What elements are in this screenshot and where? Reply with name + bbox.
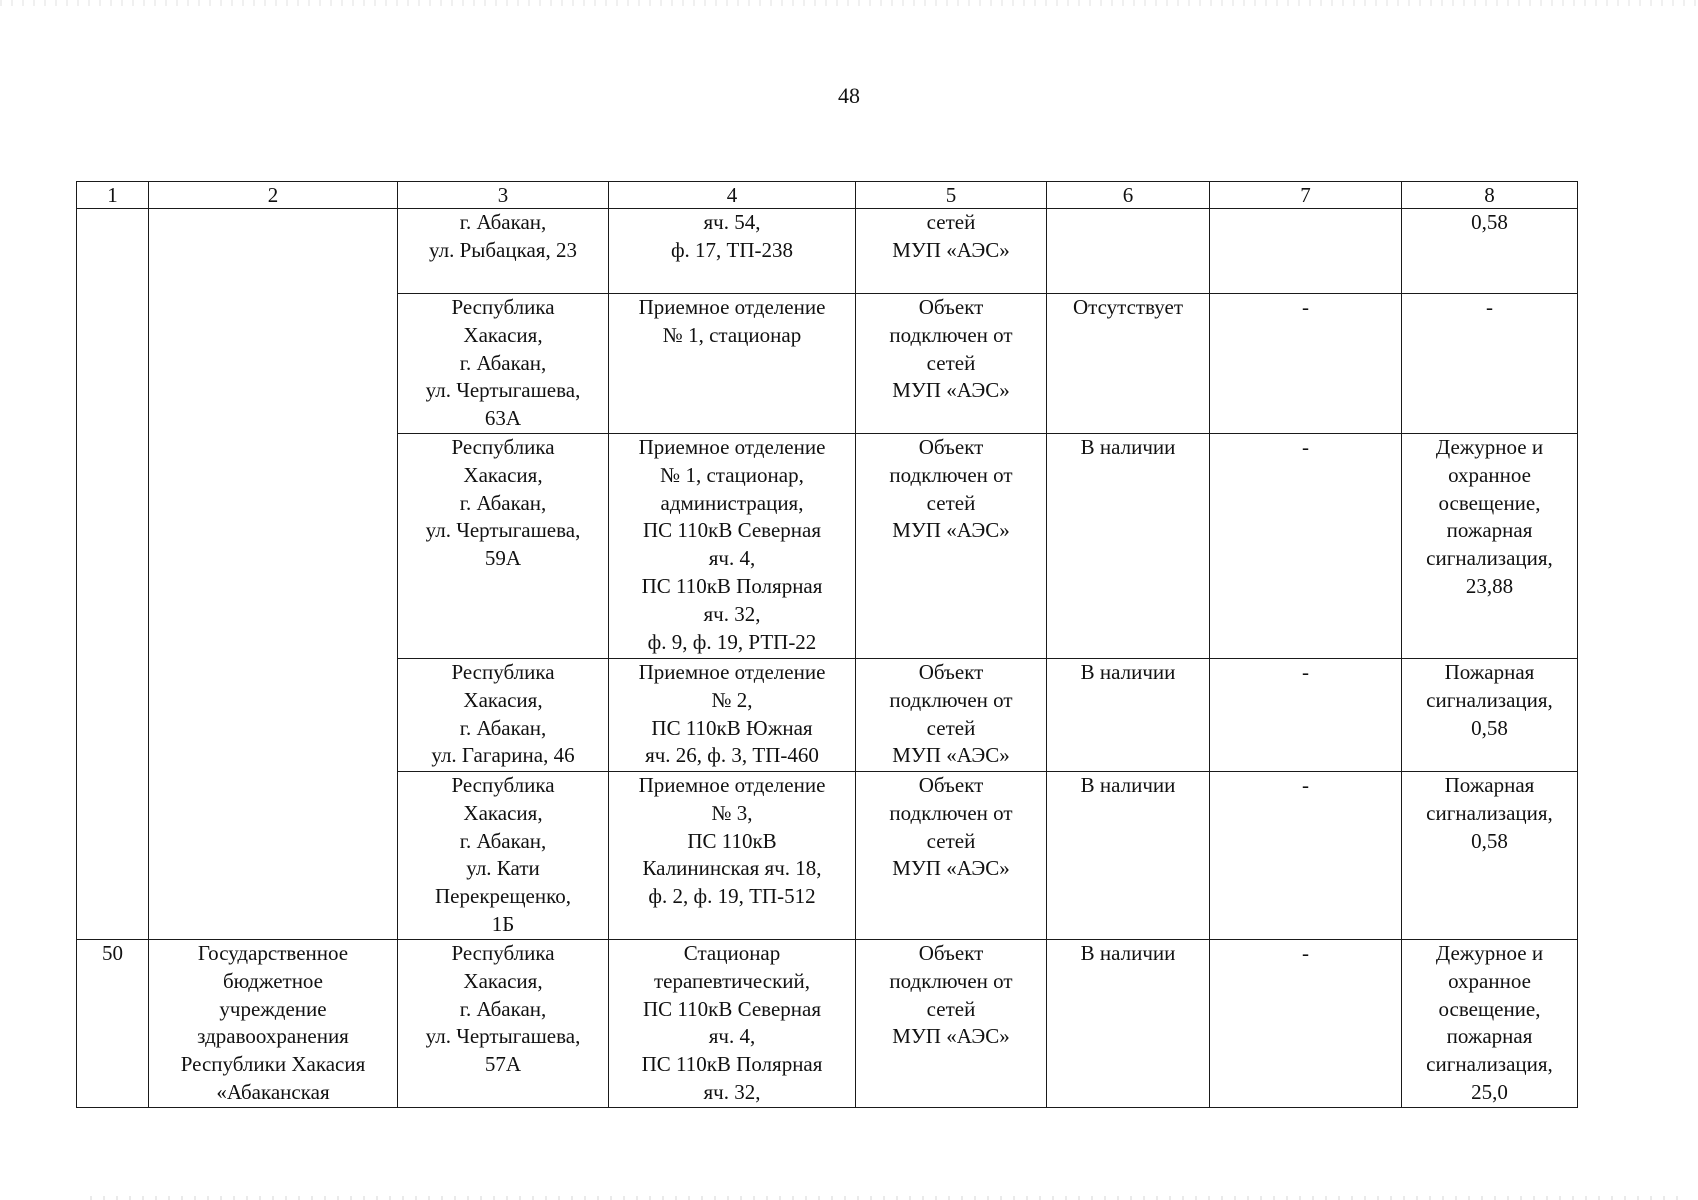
cell-address: Республика Хакасия, г. Абакан, ул. Гагарина, 46 [398, 659, 609, 772]
cell-availability: В наличии [1047, 434, 1210, 659]
cell-availability: Отсутствует [1047, 294, 1210, 434]
cell-availability: В наличии [1047, 772, 1210, 940]
cell-address: Республика Хакасия, г. Абакан, ул. Чертыгашева, 59А [398, 434, 609, 659]
table-row [77, 940, 1578, 1108]
cell-connection: Объект подключен от сетей МУП «АЭС» [856, 434, 1047, 659]
column-header: 4 [609, 182, 856, 209]
cell-load: 0,58 [1402, 209, 1578, 294]
cell-load: Дежурное и охранное освещение, пожарная сигнализация, 23,88 [1402, 434, 1578, 659]
cell-availability [1047, 209, 1210, 294]
cell-object: яч. 54, ф. 17, ТП-238 [609, 209, 856, 294]
cell-object: Приемное отделение № 2, ПС 110кВ Южная яч. 26, ф. 3, ТП-460 [609, 659, 856, 772]
cell-col7: - [1210, 294, 1402, 434]
cell-object: Стационар терапевтический, ПС 110кВ Северная яч. 4, ПС 110кВ Полярная яч. 32, [609, 940, 856, 1108]
table-row [77, 209, 1578, 294]
cell-organization [149, 209, 398, 940]
cell-address: Республика Хакасия, г. Абакан, ул. Чертыгашева, 63А [398, 294, 609, 434]
cell-load: Дежурное и охранное освещение, пожарная сигнализация, 25,0 [1402, 940, 1578, 1108]
column-header: 2 [149, 182, 398, 209]
cell-address: Республика Хакасия, г. Абакан, ул. Чертыгашева, 57А [398, 940, 609, 1108]
column-header: 7 [1210, 182, 1402, 209]
cell-object: Приемное отделение № 1, стационар [609, 294, 856, 434]
cell-load: - [1402, 294, 1578, 434]
scan-artifact-bottom [90, 1196, 1680, 1200]
scan-artifact-top [0, 0, 1698, 6]
cell-organization: Государственное бюджетное учреждение здравоохранения Республики Хакасия «Абаканская [149, 940, 398, 1108]
cell-object: Приемное отделение № 1, стационар, администрация, ПС 110кВ Северная яч. 4, ПС 110кВ Полярная яч. 32, ф. 9, ф. 19, РТП-22 [609, 434, 856, 659]
cell-connection: Объект подключен от сетей МУП «АЭС» [856, 659, 1047, 772]
cell-load: Пожарная сигнализация, 0,58 [1402, 772, 1578, 940]
cell-load: Пожарная сигнализация, 0,58 [1402, 659, 1578, 772]
header-row [77, 182, 1578, 209]
cell-col7: - [1210, 772, 1402, 940]
cell-number: 50 [77, 940, 149, 1108]
cell-col7: - [1210, 940, 1402, 1108]
cell-address: г. Абакан, ул. Рыбацкая, 23 [398, 209, 609, 294]
cell-connection: сетей МУП «АЭС» [856, 209, 1047, 294]
cell-number [77, 209, 149, 940]
cell-connection: Объект подключен от сетей МУП «АЭС» [856, 294, 1047, 434]
cell-col7: - [1210, 434, 1402, 659]
cell-connection: Объект подключен от сетей МУП «АЭС» [856, 940, 1047, 1108]
data-table [76, 181, 1578, 1108]
cell-object: Приемное отделение № 3, ПС 110кВ Калининская яч. 18, ф. 2, ф. 19, ТП-512 [609, 772, 856, 940]
page-number: 48 [838, 83, 860, 108]
column-header: 6 [1047, 182, 1210, 209]
cell-connection: Объект подключен от сетей МУП «АЭС» [856, 772, 1047, 940]
cell-col7 [1210, 209, 1402, 294]
column-header: 5 [856, 182, 1047, 209]
cell-col7: - [1210, 659, 1402, 772]
column-header: 1 [77, 182, 149, 209]
cell-address: Республика Хакасия, г. Абакан, ул. Кати Перекрещенко, 1Б [398, 772, 609, 940]
cell-availability: В наличии [1047, 659, 1210, 772]
column-header: 3 [398, 182, 609, 209]
column-header: 8 [1402, 182, 1578, 209]
cell-availability: В наличии [1047, 940, 1210, 1108]
